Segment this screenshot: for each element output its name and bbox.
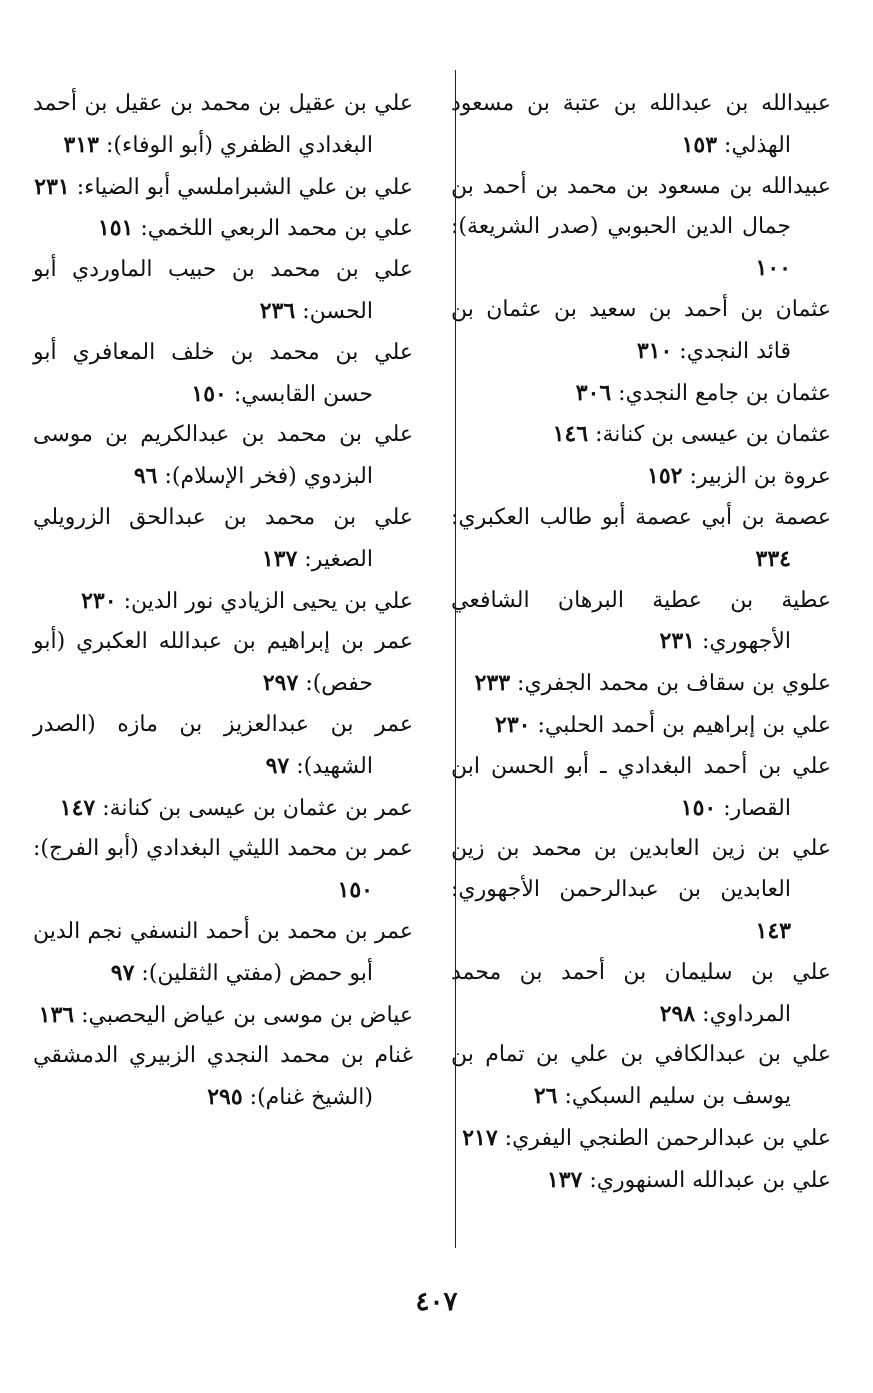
index-entry [33,333,413,416]
entry-name: علي بن عبدالله السنهوري: [589,1167,831,1193]
entry-name: علوي بن سقاف بن محمد الجفري: [517,671,831,697]
entry-name: علي بن أحمد البغدادي ـ أبو الحسن ابن القصار: [451,753,831,821]
index-entry [451,663,831,705]
index-entry [451,456,831,498]
entry-page: ٣١٠ [636,337,673,364]
entry-page: ٩٧ [110,959,135,986]
index-entry [33,788,413,830]
index-column-left [33,84,413,1119]
entry-name: عمر بن محمد الليثي البغدادي (أبو الفرج): [33,836,413,862]
entry-name: علي بن محمد بن عبدالكريم بن موسى البزدوي (فخر الإسلام): [33,422,413,490]
entry-name: علي بن محمد الربعي اللخمي: [140,216,413,242]
entry-page: ١٥٠ [337,877,373,904]
index-entry [451,1035,831,1118]
index-entry [33,415,413,498]
entry-page: ١٤٧ [59,794,96,821]
index-entry [451,1118,831,1160]
entry-page: ٩٦ [133,463,158,490]
entry-page: ٢٣٠ [81,587,117,614]
index-entry [33,84,413,167]
entry-name: علي بن عبدالكافي بن علي بن تمام بن يوسف بن سليم السبكي: [451,1042,831,1110]
column-divider [455,70,456,1248]
index-entry [451,705,831,747]
index-entry [33,705,413,788]
entry-name: علي بن عبدالرحمن الطنجي اليفري: [504,1125,831,1151]
entry-name: عروة بن الزبير: [689,464,831,490]
entry-page: ١٣٧ [546,1166,583,1193]
entry-page: ٣٣٤ [755,545,791,572]
index-entry [451,414,831,456]
entry-name: عمر بن عبدالعزيز بن مازه (الصدر الشهيد): [33,711,413,779]
entry-name: عثمان بن جامع النجدي: [618,380,831,406]
entry-page: ١٤٣ [755,917,791,944]
entry-name: علي بن محمد بن عبدالحق الزرويلي الصغير: [33,504,413,572]
entry-page: ٢٣٦ [259,297,296,324]
entry-name: علي بن يحيى الزيادي نور الدين: [123,588,413,614]
index-entry [33,208,413,250]
entry-name: علي بن إبراهيم بن أحمد الحلبي: [537,712,831,738]
entry-page: ٢٣٣ [474,670,511,697]
entry-name: عمر بن عثمان بن عيسى بن كنانة: [102,795,413,821]
index-entry [451,373,831,415]
index-entry [451,498,831,581]
entry-page: ٢٣٠ [495,711,531,738]
entry-page: ٢١٧ [462,1124,498,1151]
index-entry [33,622,413,705]
entry-page: ٩٧ [265,752,290,779]
entry-page: ٣٠٦ [575,379,612,406]
entry-page: ١٤٦ [552,421,589,448]
entry-page: ١٣٧ [261,545,298,572]
index-entry [33,581,413,623]
entry-name: علي بن عقيل بن محمد بن عقيل بن أحمد البغدادي الظفري (أبو الوفاء): [33,91,413,158]
index-entry [33,1036,413,1119]
index-entry [33,498,413,581]
entry-name: علي بن سليمان بن أحمد بن محمد المرداوي: [451,959,831,1027]
entry-name: علي بن محمد بن خلف المعافري أبو حسن القابسي: [33,339,413,407]
entry-page: ٢٩٥ [207,1084,243,1111]
entry-name: علي بن محمد بن حبيب الماوردي أبو الحسن: [33,257,413,324]
entry-name: عثمان بن أحمد بن سعيد بن عثمان بن قائد النجدي: [451,296,831,364]
index-column-right [451,84,831,1202]
entry-name: غنام بن محمد النجدي الزبيري الدمشقي (الشيخ غنام): [33,1043,413,1111]
entry-page: ١٥٣ [681,131,718,158]
page-number: ٤٠٧ [415,1287,458,1317]
entry-page: ١٥٠ [680,794,717,821]
index-entry [451,290,831,373]
index-entry [33,829,413,912]
index-entry [451,167,831,290]
entry-name: عياض بن موسى بن عياض اليحصبي: [81,1002,413,1028]
entry-name: عثمان بن عيسى بن كنانة: [595,422,831,448]
index-entry [451,829,831,952]
entry-name: عصمة بن أبي عصمة أبو طالب العكبري: [451,504,831,530]
entry-page: ٢٩٧ [262,670,299,697]
entry-name: عطية بن عطية البرهان الشافعي الأجهوري: [451,587,831,655]
entry-name: عبيدالله بن عبدالله بن عتبة بن مسعود الهذلي: [451,91,831,158]
entry-page: ٣١٣ [63,131,99,158]
entry-page: ١٣٦ [38,1001,75,1028]
entry-page: ١٠٠ [755,255,791,282]
entry-page: ٢٦ [533,1083,558,1110]
entry-name: عبيدالله بن مسعود بن محمد بن أحمد بن جمال الدين الحبوبي (صدر الشريعة): [451,173,831,240]
entry-page: ٢٣١ [659,628,695,655]
entry-name: علي بن زين العابدين بن محمد بن زين العابدين بن عبدالرحمن الأجهوري: [451,836,831,903]
entry-name: علي بن علي الشبراملسي أبو الضياء: [76,174,413,200]
entry-page: ١٥٢ [647,463,683,490]
index-entry [451,953,831,1036]
entry-page: ٢٩٨ [659,1000,696,1027]
index-entry [33,167,413,209]
entry-name: عمر بن إبراهيم بن عبدالله العكبري (أبو حفص): [33,629,413,697]
index-entry [451,747,831,830]
entry-page: ١٥١ [97,215,134,242]
index-entry [33,912,413,995]
index-entry [33,995,413,1037]
entry-name: عمر بن محمد بن أحمد النسفي نجم الدين أبو حمض (مفتي الثقلين): [33,918,413,986]
entry-page: ٢٣١ [34,173,70,200]
index-entry [33,250,413,333]
entry-page: ١٥٠ [191,380,227,407]
index-entry [451,1160,831,1202]
index-entry [451,84,831,167]
index-entry [451,581,831,664]
